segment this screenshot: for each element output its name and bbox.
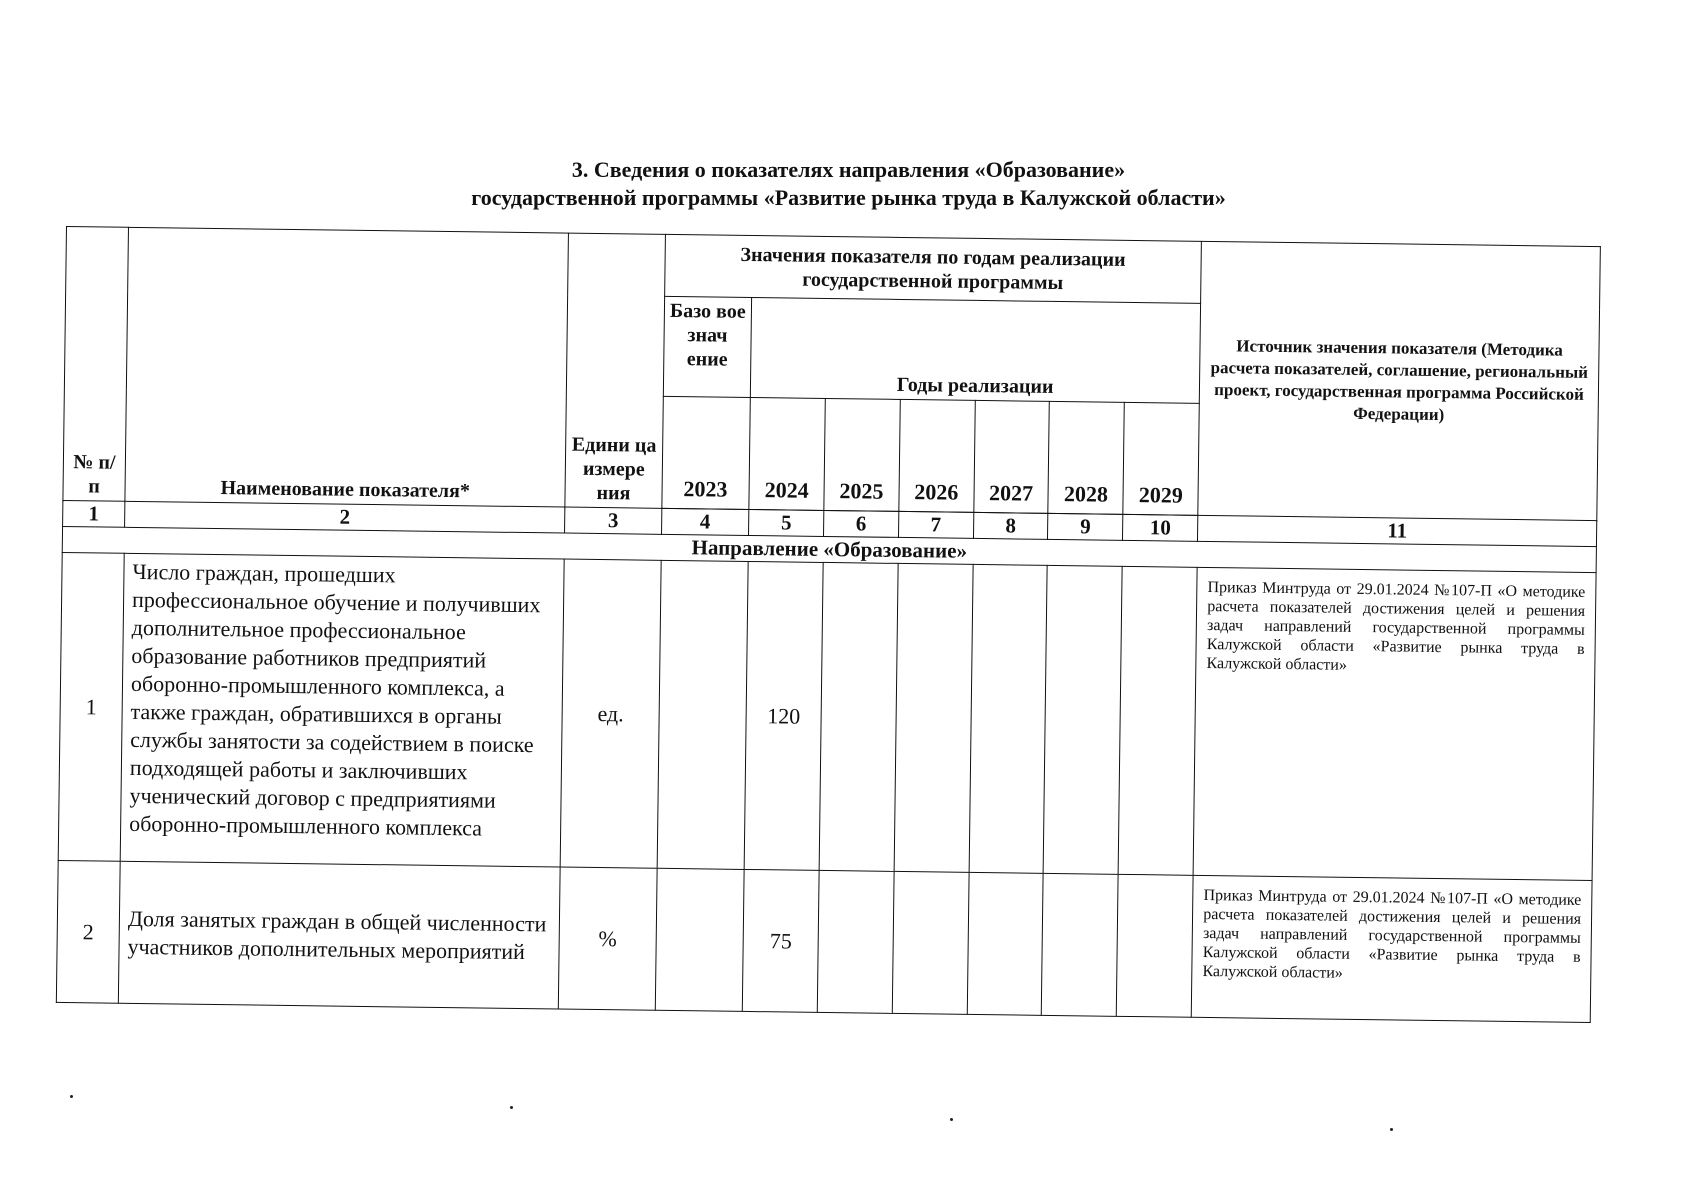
header-unit: Едини ца измере ния <box>565 233 665 508</box>
header-year: 2027 <box>973 400 1049 513</box>
header-year: 2026 <box>899 399 975 512</box>
header-year: 2024 <box>749 397 825 510</box>
column-number: 2 <box>125 501 566 533</box>
header-name: Наименование показателя* <box>125 227 569 507</box>
header-years-group: Годы реализации <box>751 297 1201 403</box>
header-values-group: Значения показателя по годам реализации государственной программы <box>664 234 1201 303</box>
year-value: 75 <box>742 869 819 1012</box>
row-number: 2 <box>56 860 120 1003</box>
indicator-name: Доля занятых граждан в общей численности участников дополнительных мероприятий <box>118 861 560 1009</box>
header-year: 2025 <box>824 398 900 511</box>
indicator-source: Приказ Минтруда от 29.01.2024 №107-П «О методике расчета показателей достижения целей и решения задач направлений государственной программы Калужской области «Развитие рынка труда в Калужской области» <box>1193 567 1596 880</box>
year-value <box>894 563 973 872</box>
header-year: 2029 <box>1123 402 1199 515</box>
indicator-unit: % <box>559 867 657 1010</box>
scan-speck <box>70 1095 73 1098</box>
column-number: 5 <box>749 509 824 536</box>
column-number: 6 <box>824 510 899 537</box>
table-row <box>56 860 1592 1022</box>
column-number: 4 <box>661 508 749 535</box>
column-number: 3 <box>565 507 662 534</box>
base-value <box>657 560 749 869</box>
scan-speck <box>950 1118 953 1121</box>
year-value: 120 <box>744 561 823 870</box>
column-number: 1 <box>63 500 125 527</box>
section-header: Направление «Образование» <box>62 526 1596 572</box>
year-value <box>817 870 894 1013</box>
header-source: Источник значения показателя (Методика расчета показателей, соглашение, региональный проект, государственная программа Российской Федерации) <box>1198 241 1600 520</box>
header-num: № п/п <box>63 227 129 502</box>
base-value <box>655 868 744 1011</box>
document-title <box>0 156 1697 212</box>
indicators-table-wrapper <box>56 226 1601 1023</box>
year-value <box>969 564 1048 873</box>
title-line-2: государственной программы «Развитие рынка труда в Калужской области» <box>471 185 1226 210</box>
table-row <box>58 552 1596 880</box>
year-value <box>1118 566 1197 875</box>
column-number: 10 <box>1123 514 1198 541</box>
column-number: 8 <box>973 512 1048 539</box>
column-number: 11 <box>1198 515 1597 546</box>
header-year: 2028 <box>1048 401 1124 514</box>
year-value <box>1117 874 1194 1017</box>
column-number: 7 <box>898 511 973 538</box>
header-base: Базо вое знач ение <box>663 296 752 397</box>
column-number: 9 <box>1048 513 1123 540</box>
header-base-year: 2023 <box>661 396 750 509</box>
year-value <box>892 871 969 1014</box>
scan-speck <box>510 1106 513 1109</box>
year-value <box>819 562 898 871</box>
row-number: 1 <box>58 552 124 861</box>
scan-speck <box>1390 1128 1393 1131</box>
title-line-1: 3. Сведения о показателях направления «Образование» <box>571 157 1126 182</box>
year-value <box>967 872 1044 1015</box>
indicator-name: Число граждан, прошедших профессиональное обучение и получивших дополнительное профессиональное образование работников предприятий оборонно-промышленного комплекса, а также граждан, обратившихся в органы службы занятости за содействием в поиске подходящей работы и заключивших ученический договор с предприятиями оборонно-промышленного комплекса <box>120 553 564 867</box>
year-value <box>1042 873 1119 1016</box>
indicators-table <box>56 226 1601 1023</box>
indicator-unit: ед. <box>561 559 661 868</box>
year-value <box>1044 565 1123 874</box>
indicator-source: Приказ Минтруда от 29.01.2024 №107-П «О методике расчета показателей достижения целей и решения задач направлений государственной программы Калужской области «Развитие рынка труда в Калужской области» <box>1191 875 1592 1022</box>
